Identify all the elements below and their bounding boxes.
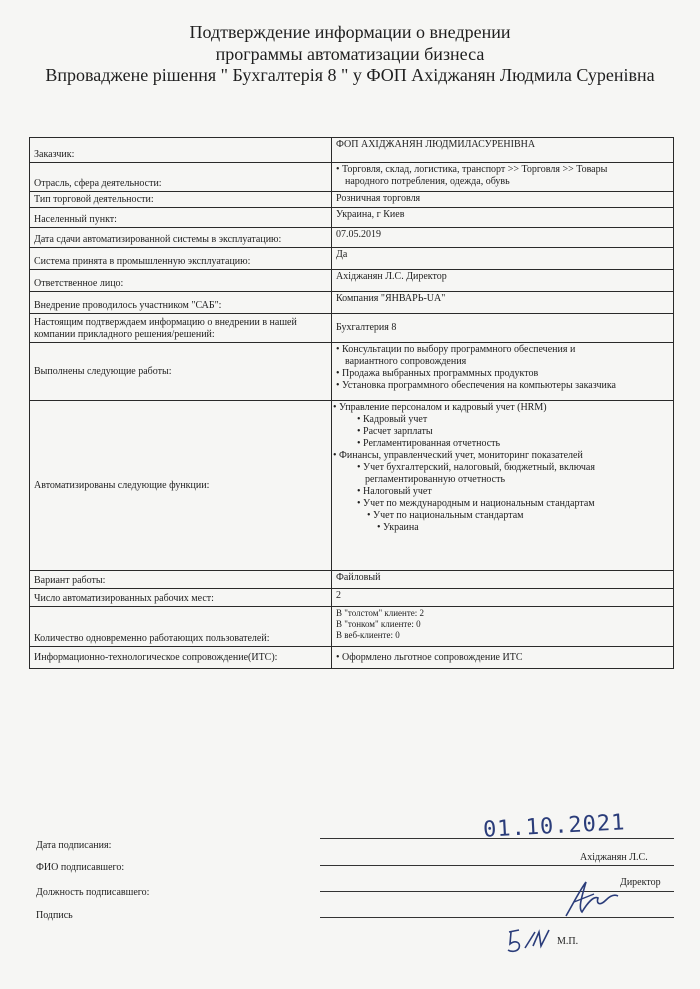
function-item: • Управление персоналом и кадровый учет (HRM) [333,402,669,414]
table-row [30,163,674,192]
row-label: Система принята в промышленную эксплуатацию: [30,248,332,270]
signing-date-label: Дата подписания: [36,840,112,851]
function-item: • Регламентированная отчетность [333,438,669,450]
info-table [29,137,674,669]
function-item-cont: регламентированную отчетность [365,474,506,485]
function-item: • Налоговый учет [333,486,669,498]
function-item: • Учет по международным и национальным стандартам [333,498,669,510]
row-value: 2 [332,589,674,607]
table-row [30,138,674,163]
row-value [332,163,674,192]
table-row [30,292,674,314]
table-row [30,343,674,401]
table-row [30,228,674,248]
table-row [30,589,674,607]
row-value [332,647,674,669]
doc-title-line2: программы автоматизации бизнеса [215,44,485,64]
doc-title-line1: Подтверждение информации о внедрении [189,22,511,42]
row-value: Розничная торговля [332,192,674,208]
works-item: • Установка программного обеспечения на компьютеры заказчика [336,380,669,392]
handwritten-signature [560,872,620,922]
signature-line [320,917,674,918]
works-label: Выполнены следующие работы: [30,343,332,401]
row-value: ФОП АХІДЖАНЯН ЛЮДМИЛАСУРЕНІВНА [332,138,674,163]
row-value [332,607,674,647]
row-label: Число автоматизированных рабочих мест: [30,589,332,607]
row-label: Внедрение проводилось участником "САБ": [30,292,332,314]
doc-title-line3: Впроваджене рішення " Бухгалтерія 8 " у ФОП Ахіджанян Людмила Суренівна [45,65,655,85]
function-item: • Финансы, управленческий учет, мониторинг показателей [333,450,669,462]
thick-client-count: В "толстом" клиенте: 2 [336,608,425,618]
row-value: Бухгалтерия 8 [332,314,674,343]
signer-position-line [320,891,674,892]
signer-position-label: Должность подписавшего: [36,887,150,898]
row-label: Информационно-технологическое сопровождение(ИТС): [30,647,332,669]
row-label: Населенный пункт: [30,208,332,228]
row-label: Тип торговой деятельности: [30,192,332,208]
web-client-count: В веб-клиенте: 0 [336,630,400,640]
signer-name-value: Ахіджанян Л.С. [580,852,648,863]
row-label: Вариант работы: [30,571,332,589]
row-value: Файловый [332,571,674,589]
row-value: 07.05.2019 [332,228,674,248]
functions-label: Автоматизированы следующие функции: [30,401,332,571]
row-value: Украина, г Киев [332,208,674,228]
row-value: Компания "ЯНВАРЬ-UA" [332,292,674,314]
works-item: • Консультации по выбору программного обеспечения и [336,344,669,356]
signer-name-label: ФИО подписавшего: [36,862,125,873]
signature-label: Подпись [36,910,73,921]
table-row [30,571,674,589]
functions-list [332,401,674,571]
table-row [30,208,674,228]
table-row [30,248,674,270]
handwritten-initials [505,924,555,956]
industry-value-cont: народного потребления, одежда, обувь [345,176,510,187]
row-label: Заказчик: [30,138,332,163]
signer-position-value: Директор [620,877,661,888]
works-item: • Продажа выбранных программных продуктов [336,368,669,380]
function-item: • Расчет зарплаты [333,426,669,438]
row-value: Да [332,248,674,270]
function-item: • Украина [333,522,669,534]
table-row [30,401,674,571]
signing-date-handwritten: 01.10.2021 [482,810,627,843]
its-value: • Оформлено льготное сопровождение ИТС [336,652,669,664]
table-row [30,192,674,208]
table-row [30,314,674,343]
table-row [30,647,674,669]
works-item-cont: вариантного сопровождения [345,356,467,367]
function-item: • Учет по национальным стандартам [333,510,669,522]
thin-client-count: В "тонком" клиенте: 0 [336,619,421,629]
signer-name-line [320,865,674,866]
row-label: Дата сдачи автоматизированной системы в эксплуатацию: [30,228,332,248]
row-label: Количество одновременно работающих пользователей: [30,607,332,647]
row-label: Ответственное лицо: [30,270,332,292]
row-label: Настоящим подтверждаем информацию о внедрении в нашей компании прикладного решения/решений: [30,314,332,343]
stamp-placeholder: М.П. [557,936,579,947]
industry-value: • Торговля, склад, логистика, транспорт >> Торговля >> Товары [336,164,669,176]
table-row [30,607,674,647]
function-item: • Учет бухгалтерский, налоговый, бюджетный, включая [333,462,669,474]
row-value: Ахіджанян Л.С. Директор [332,270,674,292]
function-item: • Кадровый учет [333,414,669,426]
table-row [30,270,674,292]
works-list [332,343,674,401]
row-label: Отрасль, сфера деятельности: [30,163,332,192]
